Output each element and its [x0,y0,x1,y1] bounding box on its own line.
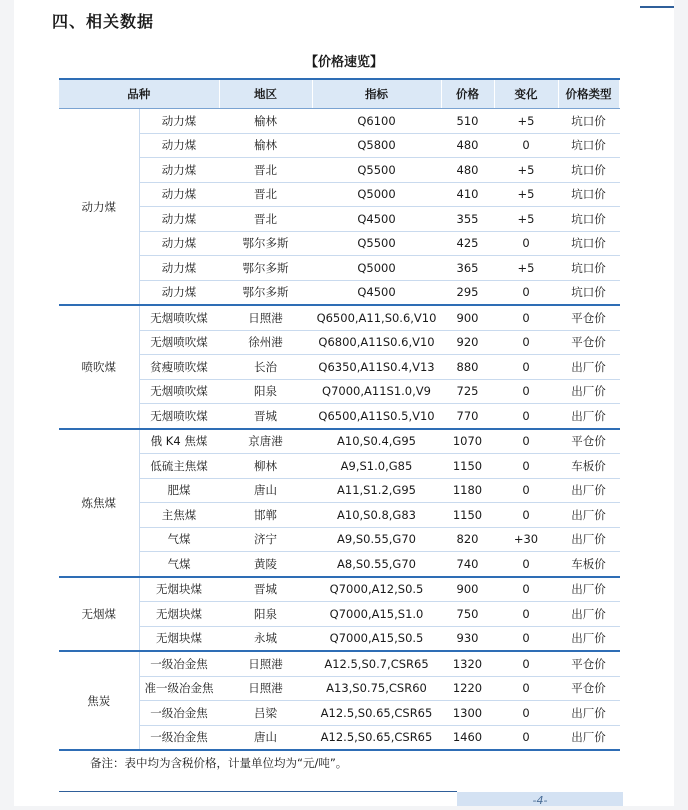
variety-cell: 无烟喷吹煤 [139,305,219,330]
region-cell: 济宁 [219,527,312,552]
variety-cell: 无烟喷吹煤 [139,404,219,429]
indicator-cell: Q6500,A11,S0.6,V10 [312,305,441,330]
section-title: 四、相关数据 [52,12,155,31]
region-cell: 柳林 [219,454,312,479]
price-type-cell: 出厂价 [558,701,619,726]
price-type-cell: 平仓价 [558,676,619,701]
change-cell: 0 [494,454,558,479]
indicator-cell: Q6100 [312,109,441,134]
indicator-cell: Q5500 [312,158,441,183]
price-type-cell: 坑口价 [558,231,619,256]
variety-cell: 动力煤 [139,133,219,158]
price-cell: 510 [441,109,494,134]
price-type-cell: 坑口价 [558,280,619,305]
price-cell: 770 [441,404,494,429]
table-row [59,429,619,454]
price-cell: 295 [441,280,494,305]
region-cell: 鄂尔多斯 [219,231,312,256]
variety-cell: 动力煤 [139,256,219,281]
price-cell: 1150 [441,503,494,528]
variety-cell: 动力煤 [139,109,219,134]
region-cell: 晋北 [219,182,312,207]
region-cell: 邯郸 [219,503,312,528]
region-cell: 晋城 [219,404,312,429]
header-indicator: 指标 [312,79,441,109]
price-type-cell: 出厂价 [558,478,619,503]
variety-cell: 一级冶金焦 [139,651,219,676]
price-cell: 480 [441,133,494,158]
indicator-cell: A9,S0.55,G70 [312,527,441,552]
price-cell: 740 [441,552,494,577]
region-cell: 日照港 [219,651,312,676]
region-cell: 日照港 [219,305,312,330]
indicator-cell: A10,S0.4,G95 [312,429,441,454]
variety-cell: 一级冶金焦 [139,701,219,726]
region-cell: 鄂尔多斯 [219,256,312,281]
change-cell: 0 [494,429,558,454]
price-type-cell: 坑口价 [558,133,619,158]
change-cell: 0 [494,133,558,158]
price-type-cell: 平仓价 [558,429,619,454]
variety-cell: 一级冶金焦 [139,725,219,750]
price-cell: 1180 [441,478,494,503]
variety-cell: 无烟喷吹煤 [139,330,219,355]
region-cell: 晋城 [219,577,312,602]
change-cell: 0 [494,676,558,701]
indicator-cell: A13,S0.75,CSR60 [312,676,441,701]
variety-cell: 无烟块煤 [139,577,219,602]
price-type-cell: 出厂价 [558,404,619,429]
price-cell: 410 [441,182,494,207]
indicator-cell: Q4500 [312,207,441,232]
price-type-cell: 出厂价 [558,379,619,404]
category-cell: 炼焦煤 [59,429,139,577]
price-type-cell: 坑口价 [558,158,619,183]
indicator-cell: Q6500,A11S0.5,V10 [312,404,441,429]
change-cell: 0 [494,725,558,750]
header-variety: 品种 [59,79,219,109]
table-row [59,577,619,602]
category-cell: 无烟煤 [59,577,139,652]
region-cell: 吕梁 [219,701,312,726]
table-row [59,651,619,676]
price-cell: 900 [441,577,494,602]
variety-cell: 无烟喷吹煤 [139,379,219,404]
table-row [59,404,619,429]
price-cell: 355 [441,207,494,232]
table-row [59,527,619,552]
price-cell: 900 [441,305,494,330]
table-row [59,182,619,207]
price-type-cell: 出厂价 [558,725,619,750]
indicator-cell: Q6800,A11S0.6,V10 [312,330,441,355]
table-row [59,602,619,627]
table-row [59,379,619,404]
price-type-cell: 出厂价 [558,503,619,528]
change-cell: 0 [494,651,558,676]
indicator-cell: Q7000,A15,S0.5 [312,626,441,651]
table-row [59,701,619,726]
change-cell: 0 [494,626,558,651]
price-cell: 1150 [441,454,494,479]
price-cell: 1070 [441,429,494,454]
price-type-cell: 平仓价 [558,330,619,355]
price-cell: 725 [441,379,494,404]
region-cell: 日照港 [219,676,312,701]
indicator-cell: A8,S0.55,G70 [312,552,441,577]
price-cell: 820 [441,527,494,552]
region-cell: 晋北 [219,207,312,232]
price-type-cell: 平仓价 [558,651,619,676]
variety-cell: 气煤 [139,527,219,552]
price-cell: 425 [441,231,494,256]
change-cell: +5 [494,256,558,281]
table-row [59,626,619,651]
price-type-cell: 出厂价 [558,626,619,651]
table-row [59,280,619,305]
footer-rule [59,791,457,792]
category-cell: 动力煤 [59,109,139,306]
price-table [59,78,620,751]
indicator-cell: Q5800 [312,133,441,158]
indicator-cell: A12.5,S0.7,CSR65 [312,651,441,676]
table-row [59,676,619,701]
table-row [59,109,619,134]
variety-cell: 气煤 [139,552,219,577]
variety-cell: 动力煤 [139,207,219,232]
price-type-cell: 坑口价 [558,182,619,207]
header-region: 地区 [219,79,312,109]
price-type-cell: 平仓价 [558,305,619,330]
table-row [59,305,619,330]
change-cell: +5 [494,109,558,134]
price-type-cell: 出厂价 [558,602,619,627]
variety-cell: 无烟块煤 [139,626,219,651]
table-row [59,256,619,281]
price-cell: 480 [441,158,494,183]
table-row [59,207,619,232]
indicator-cell: Q7000,A12,S0.5 [312,577,441,602]
variety-cell: 准一级冶金焦 [139,676,219,701]
change-cell: +30 [494,527,558,552]
change-cell: 0 [494,330,558,355]
change-cell: 0 [494,379,558,404]
price-type-cell: 坑口价 [558,109,619,134]
table-row [59,725,619,750]
header-rule [640,6,674,8]
price-type-cell: 出厂价 [558,527,619,552]
change-cell: 0 [494,305,558,330]
change-cell: +5 [494,207,558,232]
table-row [59,133,619,158]
price-cell: 365 [441,256,494,281]
region-cell: 晋北 [219,158,312,183]
price-cell: 1460 [441,725,494,750]
price-type-cell: 车板价 [558,454,619,479]
variety-cell: 主焦煤 [139,503,219,528]
change-cell: +5 [494,182,558,207]
change-cell: 0 [494,577,558,602]
indicator-cell: Q7000,A11S1.0,V9 [312,379,441,404]
region-cell: 唐山 [219,478,312,503]
region-cell: 唐山 [219,725,312,750]
region-cell: 京唐港 [219,429,312,454]
variety-cell: 动力煤 [139,280,219,305]
indicator-cell: Q5500 [312,231,441,256]
indicator-cell: Q5000 [312,256,441,281]
change-cell: 0 [494,701,558,726]
table-header-row [59,79,619,109]
region-cell: 阳泉 [219,602,312,627]
region-cell: 永城 [219,626,312,651]
variety-cell: 低硫主焦煤 [139,454,219,479]
page-number: -4- [457,792,623,806]
table-row [59,231,619,256]
table-row [59,503,619,528]
indicator-cell: Q7000,A15,S1.0 [312,602,441,627]
price-cell: 930 [441,626,494,651]
variety-cell: 无烟块煤 [139,602,219,627]
indicator-cell: Q6350,A11S0.4,V13 [312,355,441,380]
variety-cell: 动力煤 [139,158,219,183]
change-cell: 0 [494,231,558,256]
indicator-cell: Q4500 [312,280,441,305]
indicator-cell: A11,S1.2,G95 [312,478,441,503]
indicator-cell: A9,S1.0,G85 [312,454,441,479]
indicator-cell: A10,S0.8,G83 [312,503,441,528]
change-cell: 0 [494,355,558,380]
header-price-type: 价格类型 [558,79,619,109]
change-cell: 0 [494,404,558,429]
region-cell: 阳泉 [219,379,312,404]
change-cell: 0 [494,503,558,528]
table-title: 【价格速览】 [304,55,383,70]
region-cell: 榆林 [219,109,312,134]
indicator-cell: Q5000 [312,182,441,207]
indicator-cell: A12.5,S0.65,CSR65 [312,725,441,750]
table-note: 备注：表中均为含税价格，计量单位均为“元/吨”。 [90,756,348,770]
header-change: 变化 [494,79,558,109]
indicator-cell: A12.5,S0.65,CSR65 [312,701,441,726]
price-type-cell: 坑口价 [558,207,619,232]
change-cell: 0 [494,552,558,577]
price-type-cell: 出厂价 [558,577,619,602]
table-row [59,552,619,577]
region-cell: 长治 [219,355,312,380]
change-cell: 0 [494,478,558,503]
region-cell: 榆林 [219,133,312,158]
table-row [59,478,619,503]
table-row [59,330,619,355]
price-cell: 920 [441,330,494,355]
category-cell: 焦炭 [59,651,139,750]
price-type-cell: 车板价 [558,552,619,577]
variety-cell: 俄 K4 焦煤 [139,429,219,454]
change-cell: 0 [494,280,558,305]
variety-cell: 动力煤 [139,231,219,256]
price-cell: 880 [441,355,494,380]
price-cell: 1300 [441,701,494,726]
header-price: 价格 [441,79,494,109]
category-cell: 喷吹煤 [59,305,139,429]
change-cell: 0 [494,602,558,627]
table-row [59,454,619,479]
variety-cell: 肥煤 [139,478,219,503]
region-cell: 鄂尔多斯 [219,280,312,305]
price-type-cell: 出厂价 [558,355,619,380]
change-cell: +5 [494,158,558,183]
table-row [59,158,619,183]
table-row [59,355,619,380]
price-cell: 1220 [441,676,494,701]
price-cell: 1320 [441,651,494,676]
price-type-cell: 坑口价 [558,256,619,281]
price-cell: 750 [441,602,494,627]
variety-cell: 动力煤 [139,182,219,207]
region-cell: 徐州港 [219,330,312,355]
region-cell: 黄陵 [219,552,312,577]
variety-cell: 贫瘦喷吹煤 [139,355,219,380]
